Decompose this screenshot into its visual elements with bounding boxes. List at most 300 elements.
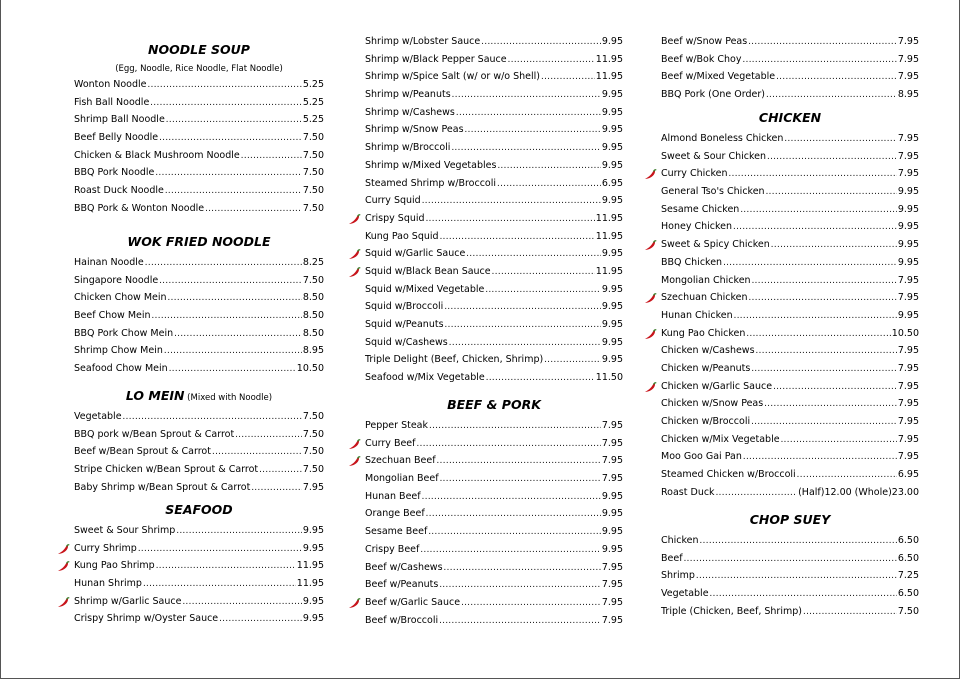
menu-section bbox=[661, 510, 919, 620]
dot-leader bbox=[169, 360, 296, 379]
menu-item bbox=[365, 33, 623, 51]
menu-item bbox=[661, 448, 919, 466]
menu-item bbox=[661, 165, 919, 183]
menu-item-name: Almond Boneless Chicken bbox=[661, 133, 784, 144]
menu-item bbox=[365, 263, 623, 281]
dot-leader bbox=[764, 395, 897, 414]
menu-item bbox=[365, 452, 623, 470]
menu-item-name: Shrimp w/Garlic Sauce bbox=[74, 595, 182, 607]
menu-item-price: 11.95 bbox=[296, 578, 324, 590]
menu-item-price: 9.95 bbox=[601, 142, 623, 154]
dot-leader bbox=[182, 593, 301, 612]
menu-item-name: Beef bbox=[661, 552, 683, 564]
menu-item bbox=[661, 68, 919, 86]
dot-leader bbox=[710, 585, 897, 604]
menu-item-name: Shrimp w/Snow Peas bbox=[365, 124, 464, 136]
dot-leader bbox=[420, 541, 600, 560]
menu-item-price: 7.50 bbox=[302, 132, 324, 144]
menu-item-name: Wonton Noodle bbox=[74, 79, 147, 90]
section-title-note: (Mixed with Noodle) bbox=[184, 393, 273, 403]
menu-item-name: Chicken w/Broccoli bbox=[661, 416, 751, 427]
menu-item bbox=[661, 413, 919, 431]
menu-item bbox=[661, 254, 919, 272]
menu-item-name: Curry Shrimp bbox=[74, 542, 137, 554]
menu-item-name: Shrimp w/Broccoli bbox=[365, 142, 451, 154]
menu-item bbox=[74, 164, 324, 182]
chili-pepper-icon bbox=[57, 597, 70, 608]
menu-item-name: Squid w/Garlic Sauce bbox=[365, 248, 466, 260]
menu-item bbox=[365, 192, 623, 210]
menu-item-price: 7.95 bbox=[601, 455, 623, 467]
menu-item bbox=[74, 593, 324, 611]
menu-item-name: Steamed Chicken w/Broccoli bbox=[661, 469, 796, 481]
menu-item-name: Sweet & Spicy Chicken bbox=[661, 239, 770, 251]
dot-leader bbox=[541, 68, 595, 87]
menu-item bbox=[365, 612, 623, 630]
menu-item-price: 9.95 bbox=[302, 525, 324, 536]
menu-item-price: 7.95 bbox=[601, 561, 623, 573]
menu-item-name: Shrimp bbox=[661, 570, 695, 582]
menu-item-name: Shrimp w/Peanuts bbox=[365, 89, 451, 101]
menu-item-name: Chicken w/Mix Vegetable bbox=[661, 433, 780, 445]
menu-item-price: 7.50 bbox=[302, 185, 324, 197]
dot-leader bbox=[481, 33, 601, 52]
menu-item-price: 7.95 bbox=[897, 53, 919, 65]
menu-item bbox=[365, 523, 623, 541]
menu-item-price: 11.95 bbox=[595, 265, 623, 277]
menu-item-price: 7.95 bbox=[601, 614, 623, 626]
menu-item-name: Squid w/Cashews bbox=[365, 336, 448, 348]
menu-item-name: Beef w/Bean Sprout & Carrot bbox=[74, 446, 211, 458]
menu-item-name: Sweet & Sour Shrimp bbox=[74, 525, 176, 536]
menu-item-name: Triple (Chicken, Beef, Shrimp) bbox=[661, 605, 802, 617]
dot-leader bbox=[445, 316, 601, 335]
menu-item bbox=[661, 307, 919, 325]
dot-leader bbox=[733, 218, 897, 237]
menu-item-name: Hunan Beef bbox=[365, 490, 421, 502]
dot-leader bbox=[148, 76, 302, 95]
menu-item bbox=[74, 342, 324, 360]
menu-item bbox=[661, 218, 919, 236]
menu-item-price: 7.50 bbox=[302, 149, 324, 161]
menu-item bbox=[365, 121, 623, 139]
menu-item bbox=[365, 245, 623, 263]
section-title bbox=[365, 395, 623, 415]
menu-item-name: General Tso's Chicken bbox=[661, 186, 765, 198]
menu-item-price: 5.25 bbox=[302, 114, 324, 126]
menu-item-price: 5.25 bbox=[302, 79, 324, 90]
menu-item bbox=[365, 576, 623, 594]
section-title-text: NOODLE SOUP bbox=[148, 42, 250, 57]
menu-item-name: Roast Duck bbox=[661, 486, 715, 498]
dot-leader bbox=[485, 281, 601, 300]
menu-item-name: Beef w/Mixed Vegetable bbox=[661, 71, 776, 83]
dot-leader bbox=[440, 228, 595, 247]
menu-item-name: Beef w/Broccoli bbox=[365, 614, 439, 626]
menu-item bbox=[661, 201, 919, 219]
menu-item bbox=[661, 466, 919, 484]
menu-item bbox=[661, 431, 919, 449]
menu-item-name: Beef w/Bok Choy bbox=[661, 53, 742, 65]
menu-item-name: Triple Delight (Beef, Chicken, Shrimp) bbox=[365, 354, 544, 366]
chili-pepper-icon bbox=[348, 439, 361, 450]
menu-item bbox=[74, 182, 324, 200]
menu-item-price: 9.95 bbox=[897, 239, 919, 251]
menu-item-name: Chicken Chow Mein bbox=[74, 292, 167, 304]
menu-item-price: 9.95 bbox=[302, 542, 324, 554]
menu-item-price: 9.95 bbox=[601, 508, 623, 520]
menu-item-name: Kung Pao Chicken bbox=[661, 327, 746, 339]
menu-item-name: Orange Beef bbox=[365, 508, 425, 520]
menu-item-name: Squid w/Broccoli bbox=[365, 301, 444, 313]
menu-item bbox=[365, 86, 623, 104]
dot-leader bbox=[746, 325, 890, 344]
menu-item-price: 9.95 bbox=[897, 203, 919, 215]
menu-item-price: 7.95 bbox=[897, 416, 919, 427]
menu-item bbox=[661, 585, 919, 603]
dot-leader bbox=[751, 413, 897, 432]
menu-item bbox=[365, 51, 623, 69]
menu-item-name: Beef Chow Mein bbox=[74, 310, 151, 322]
chili-pepper-icon bbox=[348, 456, 361, 467]
chili-pepper-icon bbox=[644, 329, 657, 340]
menu-item-name: BBQ Pork & Wonton Noodle bbox=[74, 202, 205, 214]
menu-item bbox=[74, 360, 324, 378]
chili-pepper-icon bbox=[644, 382, 657, 393]
menu-item bbox=[365, 470, 623, 488]
menu-item-name: Hunan Shrimp bbox=[74, 578, 142, 590]
menu-item bbox=[661, 289, 919, 307]
menu-item-name: Crispy Squid bbox=[365, 212, 425, 224]
menu-item-name: Hunan Chicken bbox=[661, 309, 733, 321]
menu-item-price: 11.95 bbox=[595, 230, 623, 242]
menu-item bbox=[661, 342, 919, 360]
menu-item bbox=[74, 479, 324, 497]
menu-item-price: (Half)12.00 (Whole)23.00 bbox=[798, 486, 919, 498]
menu-item-price: 5.25 bbox=[302, 96, 324, 108]
menu-item-price: 9.95 bbox=[601, 89, 623, 101]
menu-item bbox=[365, 435, 623, 453]
dot-leader bbox=[138, 540, 302, 559]
dot-leader bbox=[176, 522, 302, 541]
dot-leader bbox=[803, 603, 897, 622]
menu-item bbox=[365, 68, 623, 86]
menu-section bbox=[74, 232, 324, 378]
menu-item-name: Mongolian Chicken bbox=[661, 274, 751, 286]
menu-item bbox=[74, 557, 324, 575]
dot-leader bbox=[776, 68, 897, 87]
dot-leader bbox=[773, 378, 897, 397]
menu-item bbox=[365, 334, 623, 352]
menu-item bbox=[365, 369, 623, 387]
chili-pepper-icon bbox=[644, 293, 657, 304]
menu-item bbox=[74, 129, 324, 147]
menu-item-price: 7.95 bbox=[897, 274, 919, 286]
menu-item-name: Singapore Noodle bbox=[74, 274, 159, 286]
dot-leader bbox=[797, 466, 897, 485]
section-title-text: WOK FRIED NOODLE bbox=[127, 234, 271, 249]
menu-item-price: 9.95 bbox=[601, 354, 623, 366]
menu-item-price: 7.95 bbox=[897, 398, 919, 410]
menu-item-name: Shrimp Ball Noodle bbox=[74, 114, 165, 126]
chili-pepper-icon bbox=[348, 249, 361, 260]
menu-item-name: Baby Shrimp w/Bean Sprout & Carrot bbox=[74, 481, 251, 493]
section-title bbox=[661, 108, 919, 128]
menu-item-price: 9.95 bbox=[601, 124, 623, 136]
menu-item-price: 7.95 bbox=[897, 150, 919, 162]
dot-leader bbox=[422, 488, 601, 507]
dot-leader bbox=[492, 263, 595, 282]
menu-item-price: 9.95 bbox=[601, 283, 623, 295]
menu-item-price: 9.95 bbox=[601, 490, 623, 502]
menu-item-name: Chicken w/Peanuts bbox=[661, 362, 751, 374]
menu-item-price: 9.95 bbox=[601, 526, 623, 538]
menu-section bbox=[365, 395, 623, 629]
dot-leader bbox=[781, 431, 897, 450]
chili-pepper-icon bbox=[348, 598, 361, 609]
menu-item bbox=[661, 532, 919, 550]
menu-item-name: Chicken & Black Mushroom Noodle bbox=[74, 149, 240, 161]
menu-item-price: 9.95 bbox=[897, 309, 919, 321]
dot-leader bbox=[168, 289, 302, 308]
menu-item-price: 7.95 bbox=[897, 451, 919, 463]
menu-item-name: Stripe Chicken w/Bean Sprout & Carrot bbox=[74, 464, 259, 476]
dot-leader bbox=[152, 307, 302, 326]
menu-item-price: 7.95 bbox=[601, 596, 623, 608]
menu-item bbox=[74, 254, 324, 272]
section-title-text: LO MEIN bbox=[125, 388, 185, 403]
menu-item-price: 9.95 bbox=[897, 186, 919, 198]
menu-item bbox=[365, 139, 623, 157]
menu-item bbox=[365, 559, 623, 577]
menu-item-price: 6.50 bbox=[897, 588, 919, 600]
menu-item-price: 7.95 bbox=[897, 36, 919, 47]
menu-item-name: BBQ Pork Chow Mein bbox=[74, 327, 174, 339]
menu-item-price: 7.95 bbox=[897, 292, 919, 304]
menu-item-price: 9.95 bbox=[897, 256, 919, 268]
dot-leader bbox=[426, 210, 595, 229]
dot-leader bbox=[740, 201, 897, 220]
dot-leader bbox=[465, 121, 601, 140]
menu-item-price: 7.25 bbox=[897, 570, 919, 582]
menu-item bbox=[365, 417, 623, 435]
menu-item-price: 7.95 bbox=[897, 345, 919, 357]
menu-item-price: 7.95 bbox=[897, 168, 919, 180]
menu-item bbox=[365, 298, 623, 316]
menu-item-name: Vegetable bbox=[74, 411, 122, 422]
menu-item bbox=[365, 175, 623, 193]
menu-item bbox=[74, 289, 324, 307]
menu-item bbox=[661, 550, 919, 568]
menu-item-name: Shrimp w/Black Pepper Sauce bbox=[365, 53, 507, 65]
menu-item-name: BBQ Chicken bbox=[661, 256, 723, 268]
chili-pepper-icon bbox=[348, 267, 361, 278]
menu-item bbox=[74, 522, 324, 540]
dot-leader bbox=[456, 104, 601, 123]
menu-item bbox=[74, 610, 324, 628]
menu-item-name: Fish Ball Noodle bbox=[74, 96, 150, 108]
menu-item-name: Shrimp w/Lobster Sauce bbox=[365, 36, 481, 47]
menu-item-price: 8.95 bbox=[302, 345, 324, 357]
dot-leader bbox=[166, 111, 302, 130]
menu-item-price: 11.95 bbox=[595, 71, 623, 83]
dot-leader bbox=[771, 236, 897, 255]
menu-item-price: 11.95 bbox=[595, 53, 623, 65]
dot-leader bbox=[205, 200, 302, 219]
dot-leader bbox=[241, 147, 302, 166]
menu-item-price: 10.50 bbox=[891, 327, 919, 339]
menu-section bbox=[365, 33, 623, 387]
menu-item bbox=[74, 426, 324, 444]
dot-leader bbox=[426, 505, 601, 524]
dot-leader bbox=[444, 559, 601, 578]
menu-item-name: Beef w/Cashews bbox=[365, 561, 443, 573]
menu-item bbox=[661, 325, 919, 343]
menu-item-name: Hainan Noodle bbox=[74, 257, 144, 268]
menu-item-price: 7.50 bbox=[302, 167, 324, 179]
menu-item-price: 11.95 bbox=[595, 212, 623, 224]
menu-item-price: 9.95 bbox=[601, 319, 623, 330]
menu-item bbox=[661, 51, 919, 69]
dot-leader bbox=[219, 610, 302, 629]
chili-pepper-icon bbox=[57, 561, 70, 572]
menu-item-name: Moo Goo Gai Pan bbox=[661, 451, 742, 463]
dot-leader bbox=[743, 448, 897, 467]
menu-item-name: Pepper Steak bbox=[365, 420, 428, 431]
chili-pepper-icon bbox=[348, 214, 361, 225]
menu-item bbox=[74, 76, 324, 94]
section-title bbox=[661, 510, 919, 530]
dot-leader bbox=[439, 576, 601, 595]
dot-leader bbox=[696, 567, 897, 586]
menu-item bbox=[365, 316, 623, 334]
chili-pepper-icon bbox=[644, 240, 657, 251]
dot-leader bbox=[123, 408, 302, 427]
menu-item-price: 8.50 bbox=[302, 310, 324, 322]
menu-item-price: 7.95 bbox=[897, 133, 919, 144]
menu-item-name: Sesame Beef bbox=[365, 526, 428, 538]
menu-item-name: Szechuan Chicken bbox=[661, 292, 748, 304]
menu-item-name: BBQ pork w/Bean Sprout & Carrot bbox=[74, 428, 235, 440]
menu-item-name: Seafood w/Mix Vegetable bbox=[365, 372, 485, 384]
menu-item bbox=[365, 210, 623, 228]
menu-item bbox=[661, 86, 919, 104]
dot-leader bbox=[422, 192, 601, 211]
menu-section bbox=[661, 33, 919, 104]
menu-item-name: Szechuan Beef bbox=[365, 455, 436, 467]
dot-leader bbox=[748, 33, 897, 52]
menu-item-price: 6.95 bbox=[897, 469, 919, 481]
menu-item bbox=[74, 147, 324, 165]
dot-leader bbox=[734, 307, 897, 326]
menu-item-name: Beef w/Peanuts bbox=[365, 579, 439, 591]
menu-item-price: 7.50 bbox=[302, 411, 324, 422]
menu-item-price: 7.95 bbox=[897, 433, 919, 445]
dot-leader bbox=[451, 139, 600, 158]
menu-item-price: 7.95 bbox=[302, 481, 324, 493]
dot-leader bbox=[544, 351, 601, 370]
menu-item-name: Squid w/Mixed Vegetable bbox=[365, 283, 485, 295]
menu-item bbox=[74, 540, 324, 558]
menu-section bbox=[74, 40, 324, 218]
chili-pepper-icon bbox=[644, 169, 657, 180]
dot-leader bbox=[449, 334, 601, 353]
section-title bbox=[74, 232, 324, 252]
menu-item-price: 8.50 bbox=[302, 327, 324, 339]
menu-item bbox=[661, 272, 919, 290]
menu-item-price: 9.95 bbox=[601, 36, 623, 47]
menu-item-name: Vegetable bbox=[661, 588, 709, 600]
dot-leader bbox=[440, 470, 601, 489]
menu-item bbox=[74, 408, 324, 426]
section-title bbox=[74, 386, 324, 406]
menu-item-price: 9.95 bbox=[302, 613, 324, 625]
menu-item-price: 7.50 bbox=[897, 605, 919, 617]
menu-item-price: 9.95 bbox=[601, 159, 623, 171]
menu-item-price: 7.95 bbox=[601, 420, 623, 431]
menu-item-price: 7.95 bbox=[601, 579, 623, 591]
dot-leader bbox=[767, 148, 897, 167]
dot-leader bbox=[452, 86, 601, 105]
menu-item-name: BBQ Pork (One Order) bbox=[661, 89, 765, 101]
dot-leader bbox=[150, 94, 302, 113]
menu-item-price: 11.50 bbox=[595, 372, 623, 384]
menu-item-name: Shrimp w/Mixed Vegetables bbox=[365, 159, 497, 171]
section-title-text: CHOP SUEY bbox=[749, 512, 831, 527]
menu-item-name: Shrimp w/Spice Salt (w/ or w/o Shell) bbox=[365, 71, 541, 83]
dot-leader bbox=[497, 175, 601, 194]
dot-leader bbox=[444, 298, 601, 317]
menu-item-price: 7.95 bbox=[601, 473, 623, 485]
dot-leader bbox=[156, 557, 296, 576]
menu-item-price: 7.50 bbox=[302, 428, 324, 440]
menu-item-price: 9.95 bbox=[897, 221, 919, 233]
menu-item bbox=[74, 325, 324, 343]
menu-item bbox=[365, 228, 623, 246]
menu-section bbox=[661, 108, 919, 501]
dot-leader bbox=[751, 360, 897, 379]
dot-leader bbox=[700, 532, 897, 551]
menu-item bbox=[74, 575, 324, 593]
menu-item-price: 9.95 bbox=[601, 336, 623, 348]
menu-item bbox=[661, 395, 919, 413]
dot-leader bbox=[437, 452, 601, 471]
menu-item-name: Crispy Shrimp w/Oyster Sauce bbox=[74, 613, 219, 625]
menu-item-price: 6.50 bbox=[897, 535, 919, 546]
menu-item-name: Beef w/Garlic Sauce bbox=[365, 596, 461, 608]
dot-leader bbox=[165, 182, 302, 201]
menu-item bbox=[365, 505, 623, 523]
chili-pepper-icon bbox=[57, 544, 70, 555]
menu-item-name: Chicken w/Garlic Sauce bbox=[661, 380, 773, 392]
menu-item bbox=[365, 281, 623, 299]
menu-item-price: 8.95 bbox=[897, 89, 919, 101]
section-title bbox=[74, 40, 324, 60]
menu-item-price: 8.50 bbox=[302, 292, 324, 304]
dot-leader bbox=[749, 289, 897, 308]
menu-item-name: Kung Pao Shrimp bbox=[74, 560, 155, 572]
menu-item bbox=[661, 567, 919, 585]
dot-leader bbox=[212, 443, 302, 462]
menu-item-price: 7.95 bbox=[897, 71, 919, 83]
dot-leader bbox=[784, 130, 896, 149]
section-title bbox=[74, 500, 324, 520]
dot-leader bbox=[461, 594, 601, 613]
menu-item-name: Squid w/Peanuts bbox=[365, 319, 444, 330]
dot-leader bbox=[428, 523, 601, 542]
dot-leader bbox=[766, 86, 897, 105]
section-subtitle: (Egg, Noodle, Rice Noodle, Flat Noodle) bbox=[115, 64, 283, 74]
